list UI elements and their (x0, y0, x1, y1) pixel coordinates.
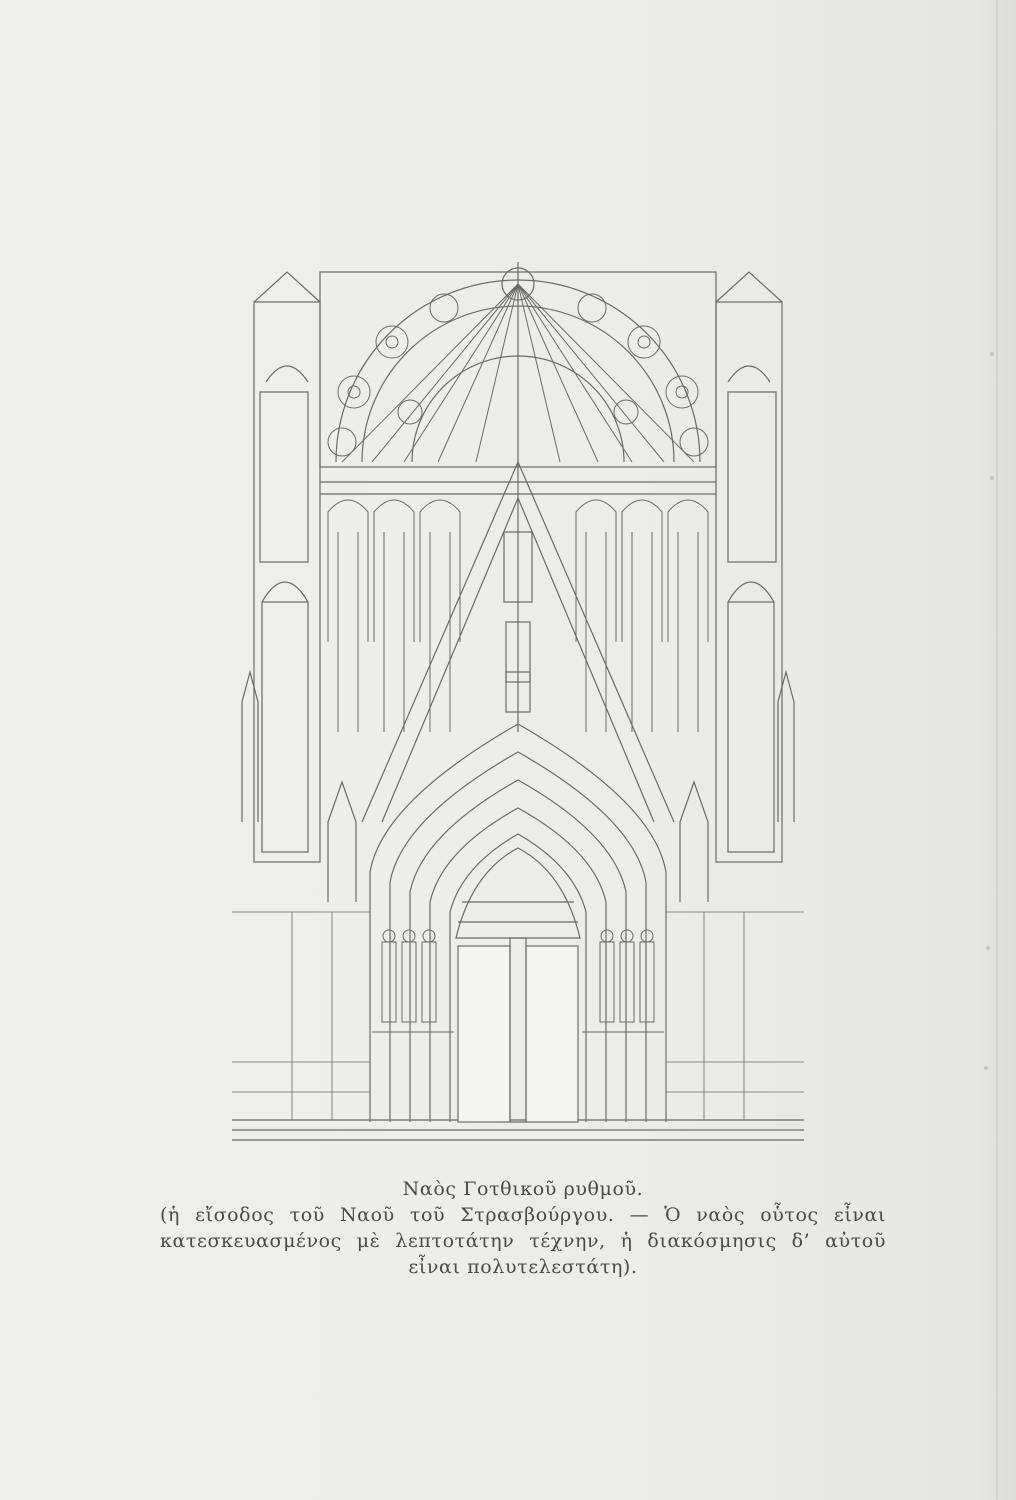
margin-mark (990, 476, 994, 480)
figure-caption (160, 1176, 886, 1280)
margin-mark (984, 1066, 988, 1070)
cathedral-portal-illustration (232, 262, 804, 1144)
margin-mark (986, 946, 990, 950)
caption-line: (ἡ εἴσοδος τοῦ Ναοῦ τοῦ Στρασβούργου. — Ὁ ναὸς οὗτος εἶναι (160, 1204, 886, 1226)
page-fold-edge (996, 0, 998, 1500)
gothic-cathedral-icon (232, 262, 804, 1144)
caption-line: εἶναι πολυτελεστάτη). (408, 1256, 638, 1278)
caption-line: κατεσκευασμένος μὲ λεπτοτάτην τέχνην, ἡ διακόσμησις δ’ αὐτοῦ (160, 1230, 886, 1252)
margin-mark (990, 352, 994, 356)
caption-title: Ναὸς Γοτθικοῦ ρυθμοῦ. (402, 1178, 644, 1200)
